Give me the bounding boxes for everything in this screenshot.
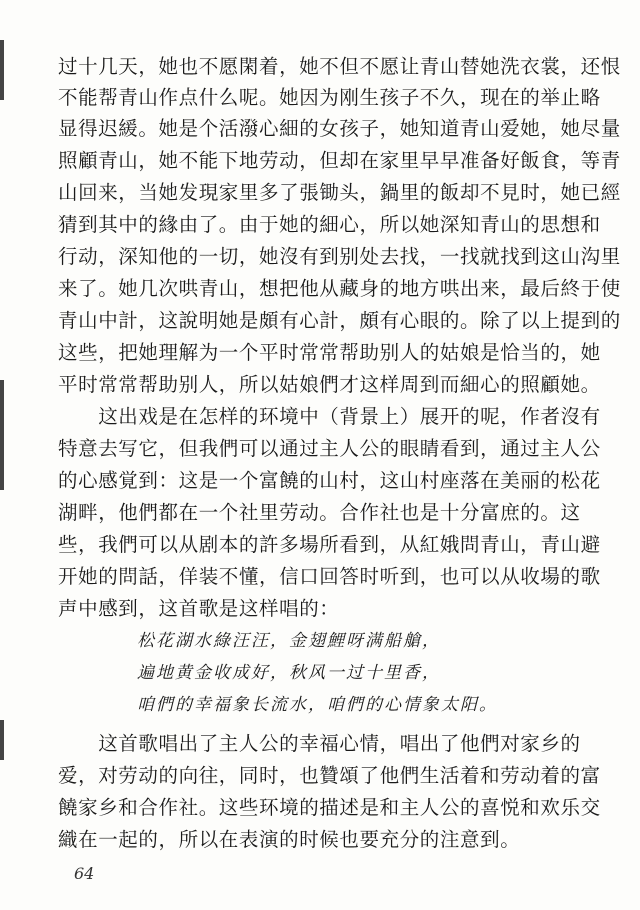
body-line: 爱，对劳动的向往，同时，也贊頌了他們生活着和劳动着的富 <box>58 764 601 787</box>
body-line: 山回来，当她发現家里多了張锄头，鍋里的飯却不見时，她已經 <box>58 181 621 204</box>
body-line: 些，我們可以从剧本的許多場所看到，从紅娥問青山，青山避 <box>58 533 601 556</box>
body-line: 青山中計，这說明她是頗有心計，頗有心眼的。除了以上提到的 <box>58 309 621 332</box>
binding-edge-mark <box>0 40 4 100</box>
poem-line: 咱們的幸福象长流水，咱們的心情象太阳。 <box>137 695 498 715</box>
body-line: 这些，把她理解为一个平时常常帮助别人的姑娘是恰当的，她 <box>58 341 601 364</box>
body-line: 特意去写它，但我們可以通过主人公的眼睛看到，通过主人公 <box>58 437 601 460</box>
body-line: 过十几天，她也不愿閑着，她不但不愿让青山替她洗衣裳，还恨 <box>58 55 621 78</box>
body-line: 的心感覚到：这是一个富饒的山村，这山村座落在美丽的松花 <box>58 469 601 492</box>
poem-line: 松花湖水綠汪汪，金翅鯉呀满船艙， <box>137 631 441 651</box>
body-line: 这出戏是在怎样的环境中（背景上）展开的呢，作者沒有 <box>58 405 601 428</box>
body-line: 声中感到，这首歌是这样唱的： <box>58 597 340 620</box>
body-line: 不能帮青山作点什么呢。她因为刚生孩子不久，现在的举止略 <box>58 86 601 109</box>
body-line: 猜到其中的緣由了。由于她的細心，所以她深知青山的思想和 <box>58 213 601 236</box>
body-line: 显得迟緩。她是个活潑心細的女孩子，她知道青山爱她，她尽量 <box>58 117 621 140</box>
body-line: 这首歌唱出了主人公的幸福心情，唱出了他們对家乡的 <box>58 732 581 755</box>
body-line: 行动，深知他的一切，她沒有到别处去找，一找就找到这山沟里 <box>58 245 621 268</box>
poem-line: 遍地黄金收成好，秋风一过十里香， <box>137 663 441 683</box>
body-line: 湖畔，他們都在一个社里劳动。合作社也是十分富庶的。这 <box>58 501 581 524</box>
page-number: 64 <box>74 864 95 883</box>
binding-edge-mark <box>0 380 4 490</box>
body-line: 照顧青山，她不能下地劳动，但却在家里早早准备好飯食，等青 <box>58 149 621 172</box>
binding-edge-mark <box>0 720 4 760</box>
body-line: 来了。她几次哄青山，想把他从藏身的地方哄出来，最后終于使 <box>58 277 621 300</box>
body-line: 平时常常帮助别人，所以姑娘們才这样周到而細心的照顧她。 <box>58 373 601 396</box>
body-line: 饒家乡和合作社。这些环境的描述是和主人公的喜悦和欢乐交 <box>58 796 601 819</box>
body-line: 开她的問話，佯装不懂，信口回答时听到，也可以从收場的歌 <box>58 565 601 588</box>
body-line: 織在一起的，所以在表演的时候也要充分的注意到。 <box>58 828 521 851</box>
